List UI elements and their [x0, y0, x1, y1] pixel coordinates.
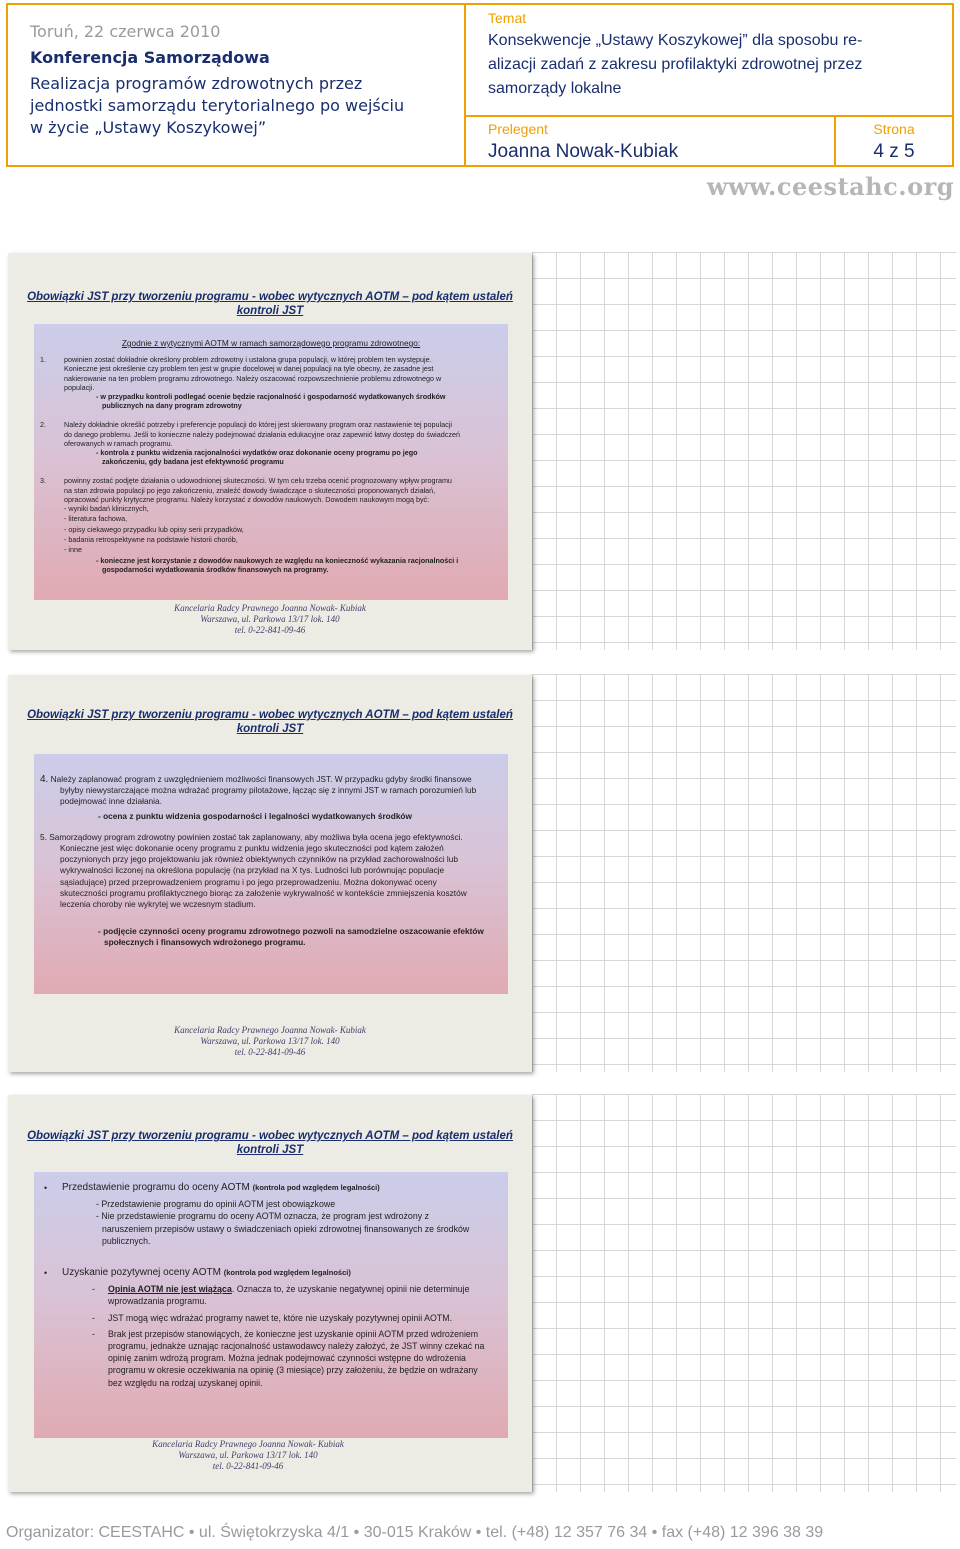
item-text: powinny zostać podjęte działania o udowodnionej skuteczności. W tym celu trzeba ocenić prognozowany wpływ programu — [64, 476, 452, 486]
item-text: podejmować inne działania. — [60, 796, 162, 807]
bullet-subitem: wprowadzania programu. — [108, 1296, 207, 1307]
item-number: 4. — [40, 774, 49, 785]
item-text: Konieczne jest określenie czy problem ten jest w grupie docelowej w danej populacji na tyle obecny, że zasadne jest — [64, 364, 434, 374]
conference-subtitle-line: Realizacja programów zdrowotnych przez — [30, 74, 363, 93]
list-item — [40, 476, 502, 574]
evidence-type: - badania retrospektywne na podstawie historii chorób, — [64, 534, 238, 544]
item-number: 3. — [40, 476, 46, 486]
bullet-subitem: programu w okresie oczekiwania na opinię (3 miesiące) przy założeniu, że będzie on wdrażany — [108, 1365, 478, 1376]
item-conclusion: - ocena z punktu widzenia gospodarności i legalności wydatkowanych środków — [98, 810, 412, 821]
bullet-subitem: JST mogą więc wdrażać programy nawet te, które nie uzyskały pozytywnej opinii AOTM. — [108, 1312, 453, 1323]
bullet-subitem: . Oznacza to, że uzyskanie negatywnej opinii nie determinuje — [231, 1284, 470, 1295]
conclusion-line: społecznych i finansowych wdrożonego programu. — [104, 937, 306, 948]
item-text: leczenia choroby nie wykrytej we wczesnym stadium. — [60, 899, 256, 910]
bullet-subitem: bez względu na rodzaj uzyskanej opinii. — [108, 1377, 263, 1388]
item-text: byłyby niewystarczające można wdrażać programy pilotażowe, łącząc się z innymi JST w ramach porozumień lub — [60, 785, 477, 796]
item-number: 1. — [40, 355, 46, 365]
item-text: 5. Samorządowy program zdrowotny powinien zostać tak zaplanowany, aby możliwa była ocena jego efektywności. — [40, 831, 463, 842]
footer-line: tel. 0-22-841-09-46 — [234, 1047, 306, 1057]
item-conclusion: zakończeniu, gdy badana jest efektywność programu — [102, 457, 284, 467]
list-item — [40, 355, 502, 410]
slide-title-line: kontroli JST — [236, 723, 304, 735]
presenter-label: Prelegent — [488, 121, 548, 137]
item-text: wykrywalności liczonej na określona populację (na przykład na X tys. Ludności lub porównując populacje — [60, 865, 445, 876]
bullet-subitem: naruszeniem przepisów ustawy o świadczeniach opieki zdrowotnej finansowanych ze środków — [102, 1223, 470, 1234]
footer-line: Kancelaria Radcy Prawnego Joanna Nowak- Kubiak — [174, 603, 366, 613]
bullet-item — [40, 1267, 502, 1389]
page-label: Strona — [873, 121, 915, 137]
item-conclusion: gospodarności wydatkowania środków finansowych na programy. — [102, 564, 329, 574]
bullet-item — [40, 1182, 502, 1247]
bullet-subitem: programu, jednakże uznając racjonalność ustawodawcy należy założyć, że JST winny czekać na — [108, 1341, 485, 1352]
footer-line: tel. 0-22-841-09-46 — [212, 1461, 284, 1471]
item-text: powinien zostać dokładnie określony problem zdrowotny i ustalona grupa populacji, w której problem ten występuje. — [64, 355, 432, 365]
item-text: Należy zaplanować program z uwzględnieniem możliwości finansowych JST. W przypadku gdyby środki finansowe — [48, 774, 472, 784]
topic-line: samorządy lokalne — [488, 80, 622, 97]
header-conference-block — [8, 5, 466, 165]
footer-line: Kancelaria Radcy Prawnego Joanna Nowak- Kubiak — [174, 1025, 366, 1035]
bullet-icon: • — [44, 1268, 48, 1279]
conference-date: Toruń, 22 czerwca 2010 — [30, 22, 221, 41]
bullet-heading-note: (kontrola pod względem legalności) — [223, 1268, 351, 1278]
bullet-heading-note: (kontrola pod względem legalności) — [252, 1183, 380, 1192]
bullet-subitem: - Przedstawienie programu do opinii AOTM jest obowiązkowe — [96, 1199, 336, 1210]
footer-line: Warszawa, ul. Parkowa 13/17 lok. 140 — [200, 614, 340, 624]
slide-title-line: Obowiązki JST przy tworzeniu programu - wobec wytycznych AOTM – pod kątem ustaleń — [27, 709, 513, 721]
slide-content-box — [34, 324, 508, 600]
slide-title — [8, 1129, 532, 1157]
slide-3 — [8, 1095, 532, 1492]
page-number: 4 z 5 — [873, 141, 915, 162]
item-text: skuteczności programu profilaktycznego biorąc za założenie wykrywalność w kontekście zmniejszenia kosztów — [60, 887, 467, 898]
conference-subtitle-line: jednostki samorządu terytorialnego po wejściu — [30, 96, 405, 115]
dash-marker: - — [92, 1312, 95, 1323]
organizer-footer: Organizator: CEESTAHC • ul. Świętokrzyska 4/1 • 30-015 Kraków • tel. (+48) 12 357 76 34 • fax (+48) 12 396 38 39 — [6, 1524, 824, 1541]
conference-subtitle-line: w życie „Ustawy Koszykowej” — [30, 118, 267, 137]
item-conclusion: publicznych na dany program zdrowotny — [102, 401, 242, 411]
topic-label: Temat — [488, 10, 527, 26]
conference-name: Konferencja Samorządowa — [30, 48, 270, 67]
bullet-subitem: Brak jest przepisów stanowiących, że konieczne jest uzyskanie opinii AOTM przed wdrożeniem — [108, 1328, 479, 1339]
header-presenter-block — [466, 117, 836, 165]
website-link[interactable]: www.ceestahc.org — [706, 172, 954, 201]
notes-grid — [532, 1094, 956, 1492]
item-conclusion: - konieczne jest korzystanie z dowodów naukowych ze względu na konieczność wykazania racjonalności i — [96, 555, 459, 565]
slide-conclusion — [40, 926, 502, 948]
slide-title — [8, 290, 532, 318]
item-text: Konieczne jest więc dokonanie oceny programu z punktu widzenia jego skuteczności pod kątem założeń — [60, 843, 444, 854]
slide-content-box — [34, 754, 508, 994]
footer-line: Kancelaria Radcy Prawnego Joanna Nowak- Kubiak — [152, 1439, 344, 1449]
slide-title-line: Obowiązki JST przy tworzeniu programu - wobec wytycznych AOTM – pod kątem ustaleń — [27, 291, 513, 303]
item-text: oferowanych w ramach programu. — [64, 438, 173, 448]
item-text: do danego problemu. Jeśli to konieczne należy podejmować działania edukacyjne oraz zapewnić łatwy dostęp do świadczeń — [64, 429, 460, 439]
item-conclusion: - kontrola z punktu widzenia racjonalności wydatków oraz dokonanie oceny programu po jego — [96, 448, 418, 458]
item-text: populacji. — [64, 382, 95, 392]
topic-line: Konsekwencje „Ustawy Koszykowej” dla sposobu re- — [488, 32, 863, 49]
header-topic-block — [466, 5, 952, 117]
item-text: sąsiadujące) przed przeprowadzeniem programu i po jego przeprowadzeniu. Można dokonywać oceny — [60, 876, 437, 887]
item-conclusion: - w przypadku kontroli podlegać ocenie będzie racjonalność i gospodarność wydatkowanych środków — [96, 392, 446, 402]
bullet-heading: Uzyskanie pozytywnej oceny AOTM — [62, 1267, 224, 1279]
item-text: opracować punkty krytyczne programu. Należy korzystać z dowodów naukowych. Dowodem naukowym mogą być: — [64, 494, 430, 504]
dash-marker: - — [92, 1284, 95, 1295]
slide-title-line: kontroli JST — [236, 1144, 304, 1156]
notes-grid — [532, 252, 956, 650]
footer-line: tel. 0-22-841-09-46 — [234, 625, 306, 635]
slide-footer — [8, 603, 532, 636]
bullet-subitem: - Nie przedstawienie programu do oceny AOTM oznacza, że program jest wdrożony z — [96, 1211, 429, 1222]
topic-line: alizacji zadań z zakresu profilaktyki zdrowotnej przez — [488, 56, 863, 73]
item-text: Należy dokładnie określić potrzeby i preferencje populacji do której jest skierowany program oraz nastawienie tej populacji — [64, 420, 452, 430]
document-header — [6, 3, 954, 167]
emphasis-text: Opinia AOTM nie jest wiążąca — [108, 1284, 232, 1295]
slide-intro: Zgodnie z wytycznymi AOTM w ramach samorządowego programu zdrowotnego: — [121, 338, 421, 348]
slide-title-line: Obowiązki JST przy tworzeniu programu - wobec wytycznych AOTM – pod kątem ustaleń — [27, 1130, 513, 1142]
header-page-block — [836, 117, 952, 165]
bullet-heading: Przedstawienie programu do oceny AOTM — [62, 1182, 253, 1193]
slide-content-box — [34, 1172, 508, 1438]
list-item — [40, 832, 502, 910]
dash-marker: - — [92, 1328, 95, 1339]
slide-1 — [8, 253, 532, 650]
slide-footer — [8, 1025, 532, 1058]
bullet-subitem: publicznych. — [102, 1235, 151, 1246]
footer-line: Warszawa, ul. Parkowa 13/17 lok. 140 — [200, 1036, 340, 1046]
bullet-icon: • — [44, 1183, 48, 1193]
item-text: na stan zdrowia populacji po jego zakończeniu, znaleźć dowody świadczące o skuteczności proponowanych działań, — [64, 485, 436, 495]
presenter-name: Joanna Nowak-Kubiak — [488, 141, 679, 162]
item-number: 2. — [40, 420, 46, 430]
evidence-type: - wyniki badań klinicznych, — [64, 504, 149, 514]
item-text: poczynionych przy jego projektowaniu jak również obiektywnych czynników na przykład zachorowalności lub — [60, 854, 458, 865]
slide-title — [8, 708, 532, 736]
slide-title-line: kontroli JST — [236, 305, 304, 317]
list-item — [40, 420, 502, 466]
evidence-type: - opisy ciekawego przypadku lub opisy serii przypadków, — [64, 524, 244, 534]
footer-line: Warszawa, ul. Parkowa 13/17 lok. 140 — [178, 1450, 318, 1460]
slide-2 — [8, 675, 532, 1072]
slide-footer — [8, 1439, 488, 1472]
conclusion-line: - podjęcie czynności oceny programu zdrowotnego pozwoli na samodzielne oszacowanie efektów — [98, 926, 484, 937]
bullet-subitem: opinię zanim wdrożą program. Można jednak podejmować czynności wstępne do wdrożenia — [108, 1353, 466, 1364]
evidence-type: - literatura fachowa, — [64, 514, 128, 524]
notes-grid — [532, 674, 956, 1072]
list-item — [40, 774, 502, 822]
evidence-type: - inne — [64, 545, 82, 555]
item-text: nakierowanie na ten problem programu zdrowotnego. Należy oszacować rozpowszechnienie problemu zdrowotnego w — [64, 373, 442, 383]
